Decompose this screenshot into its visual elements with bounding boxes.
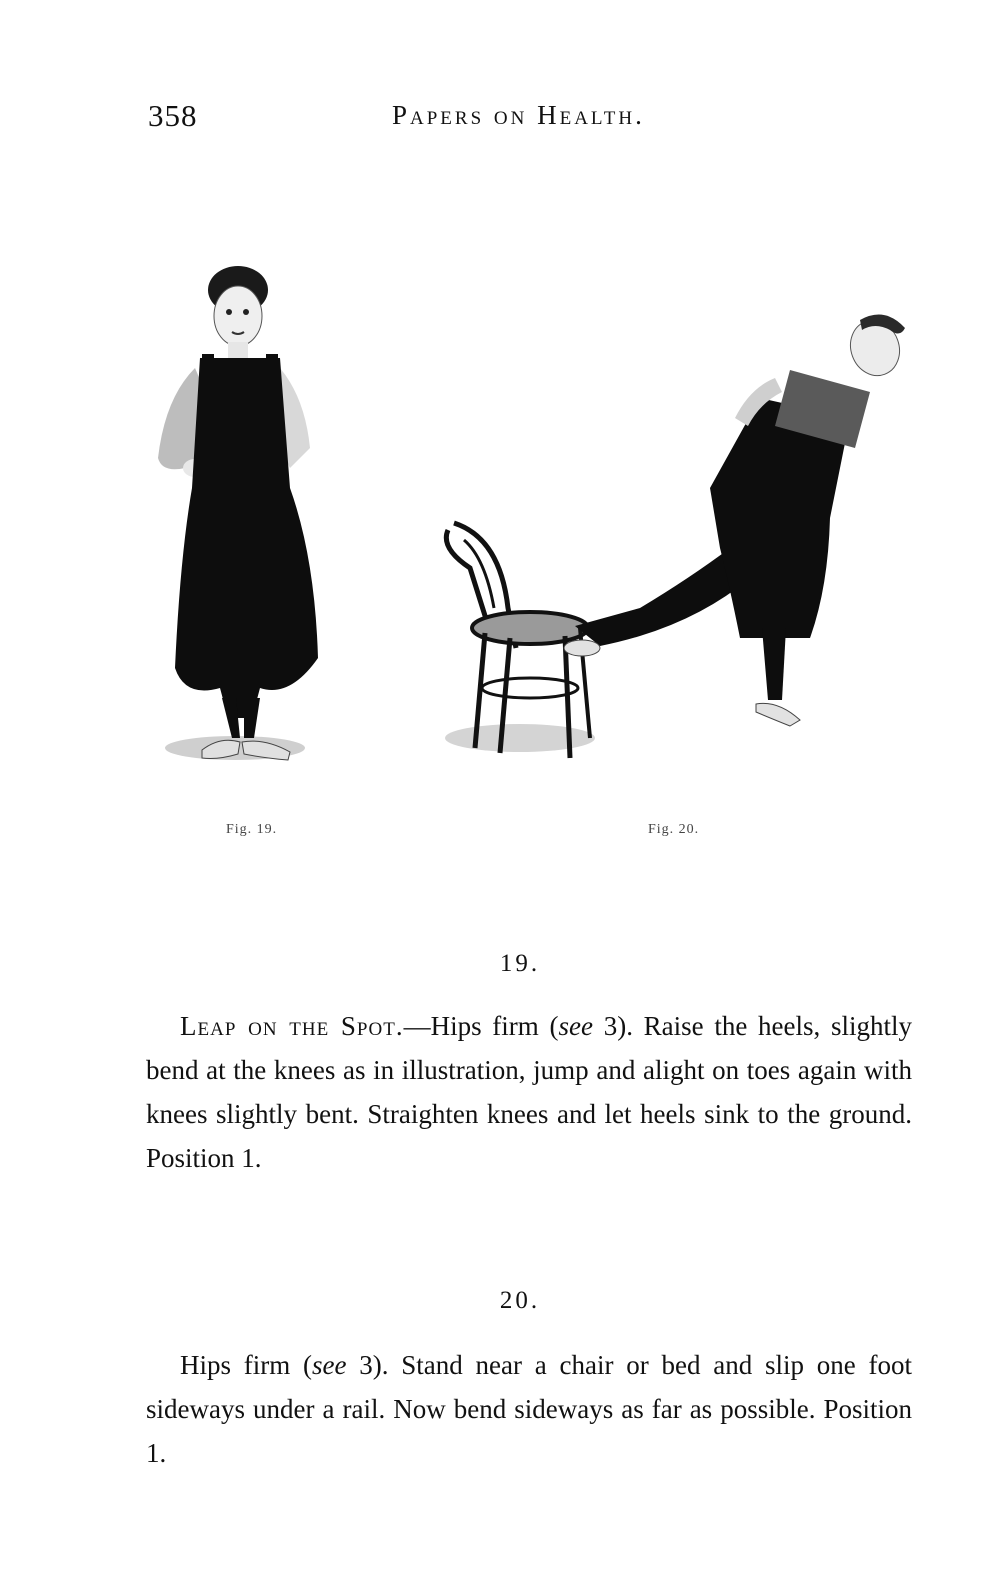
figure-19-caption: Fig. 19.: [226, 822, 278, 837]
paragraph-19-text-b: 3). Raise the heels, slightly bend at the knees as in illustration, jump and alight on toes again with knees slightly bent. Straighten knees and let heels sink to the ground. Position 1.: [146, 1011, 913, 1173]
page-number: 358: [148, 98, 198, 133]
exercise-title: Leap on the Spot.: [180, 1011, 404, 1041]
paragraph-20-text-b: 3). Stand near a chair or bed and slip one foot sideways under a rail. Now bend sideways as far as possible. Position 1.: [146, 1350, 913, 1468]
see-reference: see: [558, 1011, 593, 1041]
see-reference: see: [312, 1350, 347, 1380]
paragraph-20-text-a: Hips firm (: [180, 1350, 313, 1380]
figure-19-illustration: [140, 258, 340, 778]
paragraph-20: [146, 1343, 912, 1475]
running-head: Papers on Health.: [392, 100, 645, 130]
paragraph-19-text-a: —Hips firm (: [403, 1011, 559, 1041]
section-number-20: 20.: [499, 1287, 541, 1314]
section-number-19: 19.: [499, 950, 541, 977]
figure-20-illustration: [430, 308, 920, 778]
paragraph-19: [146, 1004, 912, 1180]
figure-20-caption: Fig. 20.: [648, 822, 700, 837]
